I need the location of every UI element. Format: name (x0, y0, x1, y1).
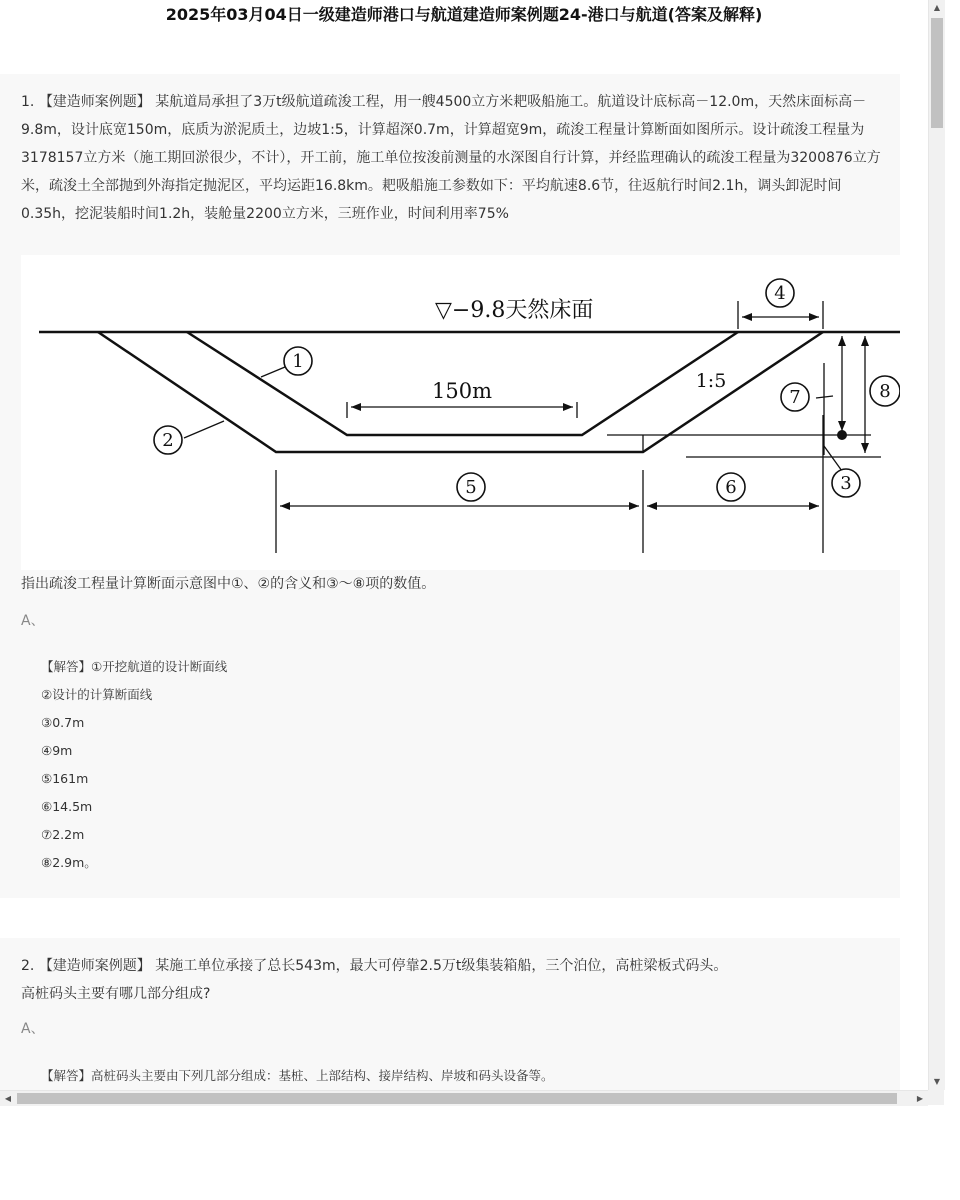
scroll-right-arrow-icon[interactable]: ▶ (916, 1094, 924, 1103)
vertical-scroll-thumb[interactable] (931, 18, 943, 128)
marker-8: 8 (879, 381, 891, 402)
natural-bed-label: ▽−9.8天然床面 (435, 298, 594, 323)
marker-6: 6 (725, 477, 737, 498)
sub-question-text: 高桩码头主要有哪几部分组成? (21, 986, 211, 1002)
answer-line: ⑤161m (41, 771, 89, 786)
question-body: 某航道局承担了3万t级航道疏浚工程，用一艘4500立方米耙吸船施工。航道设计底标高－12.0m，天然床面标高－9.8m，设计底宽150m，底质为淤泥质土，边坡1:5，计算超深0.7m，计算超宽9m，疏浚工程量计算断面如图所示。设计疏浚工程量为3178157立方米（施工期回淤很少，不计），开工前，施工单位按浚前测量的水深图自行计算，并经监理确认的疏浚工程量为3200876立方米，疏浚土全部抛到外海指定抛泥区，平均运距16.8km。耙吸船施工参数如下：平均航速8.6节，往返航行时间2.1h，调头卸泥时间0.35h，挖泥装船时间1.2h，装舱量2200立方米，三班作业，时间利用率75% (21, 94, 881, 222)
answer-line: ⑥14.5m (41, 799, 93, 814)
question-2-text (21, 952, 887, 1008)
sub-question-text: 指出疏浚工程量计算断面示意图中①、②的含义和③～⑧项的数值。 (21, 576, 436, 592)
answer-line: 【解答】①开挖航道的设计断面线 (41, 659, 228, 674)
answer-line: ④9m (41, 743, 73, 758)
question-body: 某施工单位承接了总长543m，最大可停靠2.5万t级集装箱船，三个泊位，高桩梁板式码头。 (155, 958, 728, 974)
bottom-width-label: 150m (432, 379, 492, 403)
answer-list (41, 1062, 554, 1090)
marker-3: 3 (840, 473, 852, 494)
horizontal-scroll-thumb[interactable] (17, 1093, 897, 1104)
scroll-up-arrow-icon[interactable]: ▲ (933, 3, 941, 12)
marker-2: 2 (162, 430, 174, 451)
scrollbar-corner (928, 1090, 944, 1105)
question-number: 2. (21, 958, 35, 974)
answer-line: ⑦2.2m (41, 827, 85, 842)
answer-option-a[interactable]: A、 (21, 1021, 45, 1037)
scroll-left-arrow-icon[interactable]: ◀ (4, 1094, 12, 1103)
answer-option-a[interactable]: A、 (21, 613, 45, 629)
question-2-block (0, 938, 900, 1090)
answer-list (41, 653, 227, 877)
page-title: 2025年03月04日一级建造师港口与航道建造师案例题24-港口与航道(答案及解释) (165, 5, 763, 24)
answer-line: 【解答】高桩码头主要由下列几部分组成：基桩、上部结构、接岸结构、岸坡和码头设备等。 (41, 1068, 554, 1083)
question-1-text (21, 88, 887, 228)
horizontal-scrollbar[interactable] (0, 1090, 928, 1106)
slope-label: 1:5 (695, 370, 727, 392)
scroll-down-arrow-icon[interactable]: ▼ (933, 1077, 941, 1086)
vertical-scrollbar[interactable] (928, 0, 945, 1090)
question-number: 1. (21, 94, 35, 110)
marker-4: 4 (774, 283, 786, 304)
dredging-section-diagram (21, 255, 900, 570)
marker-7: 7 (789, 387, 801, 408)
question-tag: 【建造师案例题】 (38, 958, 151, 974)
diagram-svg (21, 255, 900, 570)
answer-line: ③0.7m (41, 715, 85, 730)
question-tag: 【建造师案例题】 (38, 94, 151, 110)
marker-5: 5 (465, 477, 477, 498)
answer-line: ⑧2.9m。 (41, 855, 97, 870)
answer-line: ②设计的计算断面线 (41, 687, 153, 702)
question-1-block (0, 74, 900, 898)
marker-1: 1 (292, 351, 304, 372)
